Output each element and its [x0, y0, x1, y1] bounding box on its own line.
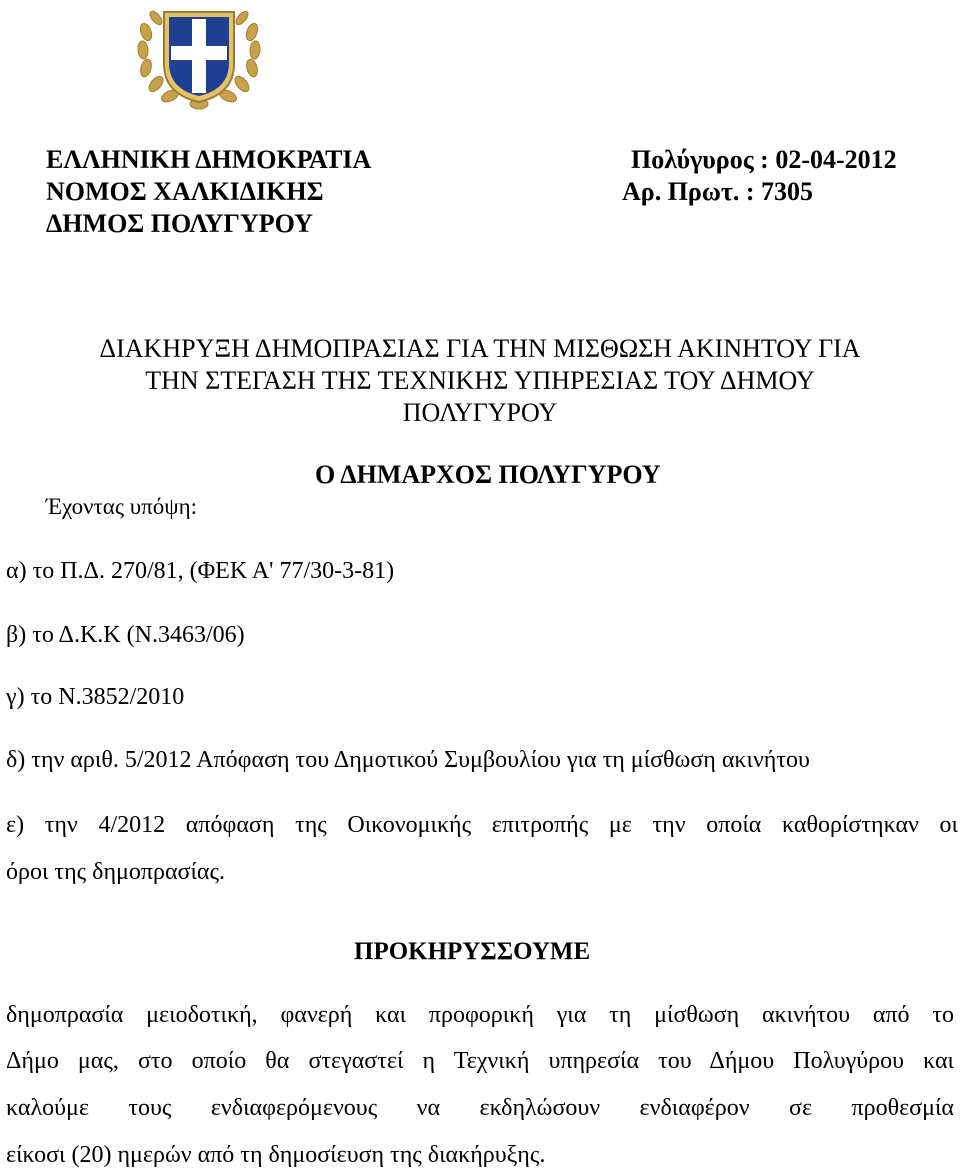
- document-title-line-3: ΠΟΛΥΓΥΡΟΥ: [402, 398, 558, 427]
- body-line-3: καλούμε τους ενδιαφερόμενους να εκδηλώσουν ενδιαφέρον σε προθεσμία: [6, 1095, 954, 1121]
- list-item-c: γ) το Ν.3852/2010: [6, 684, 185, 710]
- list-item-e: ε) την 4/2012 απόφαση της Οικονομικής επιτροπής με την οποία καθορίστηκαν οι: [6, 812, 958, 838]
- document-title-line-2: ΤΗΝ ΣΤΕΓΑΣΗ ΤΗΣ ΤΕΧΝΙΚΗΣ ΥΠΗΡΕΣΙΑΣ ΤΟΥ ΔΗΜΟΥ: [145, 366, 815, 395]
- header-protocol-number: Αρ. Πρωτ. : 7305: [622, 177, 813, 206]
- header-authority-line-2: ΝΟΜΟΣ ΧΑΛΚΙΔΙΚΗΣ: [46, 177, 324, 206]
- mayor-heading: Ο ΔΗΜΑΡΧΟΣ ΠΟΛΥΓΥΡΟΥ: [315, 460, 661, 489]
- list-item-a: α) το Π.Δ. 270/81, (ΦΕΚ Α' 77/30-3-81): [6, 558, 395, 584]
- document-title-line-1: ΔΙΑΚΗΡΥΞΗ ΔΗΜΟΠΡΑΣΙΑΣ ΓΙΑ ΤΗΝ ΜΙΣΘΩΣΗ ΑΚΙΝΗΤΟΥ ΓΙΑ: [99, 334, 861, 363]
- greek-coat-of-arms-icon: [136, 2, 262, 110]
- header-date: Πολύγυρος : 02-04-2012: [631, 145, 897, 174]
- body-line-1: δημοπρασία μειοδοτική, φανερή και προφορική για τη μίσθωση ακινήτου από το: [6, 1002, 954, 1028]
- proclamation-heading: ΠΡΟΚΗΡΥΣΣΟΥΜΕ: [354, 938, 591, 965]
- header-authority-line-3: ΔΗΜΟΣ ΠΟΛΥΓΥΡΟΥ: [46, 209, 313, 238]
- list-item-b: β) το Δ.Κ.Κ (Ν.3463/06): [6, 622, 245, 648]
- list-item-e-continuation: όροι της δημοπρασίας.: [6, 859, 225, 885]
- body-line-2: Δήμο μας, στο οποίο θα στεγαστεί η Τεχνική υπηρεσία του Δήμου Πολυγύρου και: [6, 1048, 954, 1074]
- considering-label: Έχοντας υπόψη:: [46, 494, 198, 519]
- coat-of-arms: [136, 2, 262, 110]
- body-line-4: είκοσι (20) ημερών από τη δημοσίευση της διακήρυξης.: [6, 1142, 546, 1168]
- header-authority-line-1: ΕΛΛΗΝΙΚΗ ΔΗΜΟΚΡΑΤΙΑ: [46, 145, 372, 174]
- list-item-d: δ) την αριθ. 5/2012 Απόφαση του Δημοτικού Συμβουλίου για τη μίσθωση ακινήτου: [6, 747, 810, 773]
